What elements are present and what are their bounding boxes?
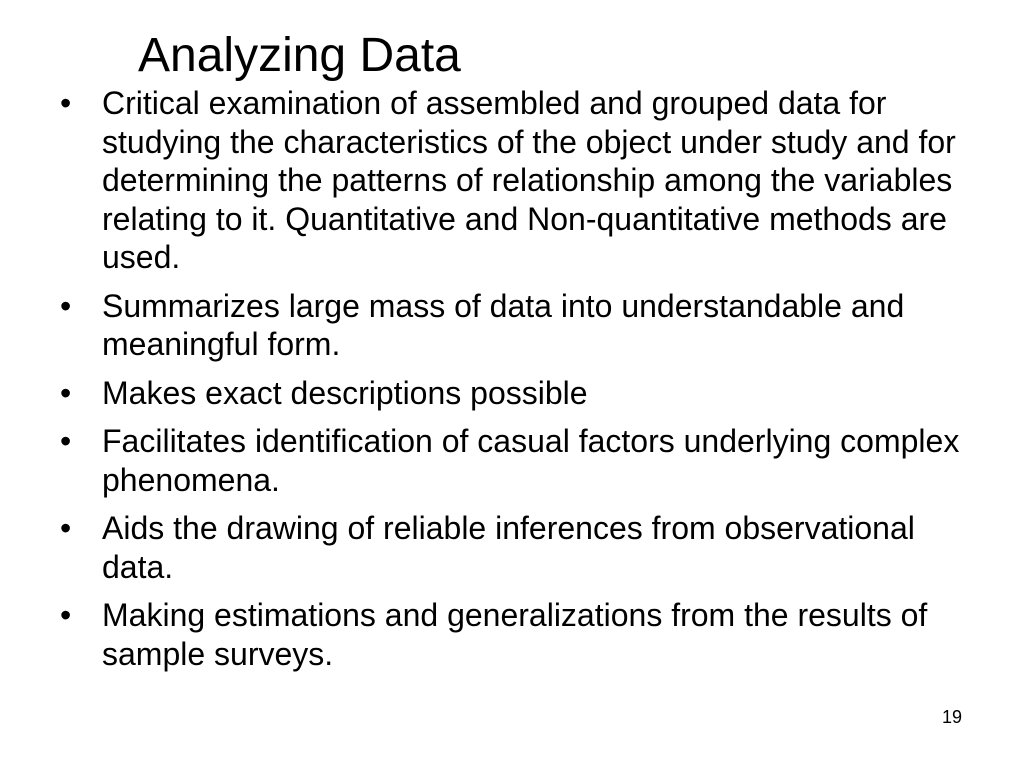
bullet-item <box>60 84 970 277</box>
bullet-item <box>60 422 970 499</box>
bullet-icon: • <box>60 374 72 411</box>
bullet-list <box>60 84 970 683</box>
bullet-text: Critical examination of assembled and grouped data for studying the characteristics of the object under study and for determining the patterns of relationship among the variables relating to it. Quantitative and Non-quantitative methods are used. <box>102 85 956 275</box>
bullet-icon: • <box>60 85 72 121</box>
bullet-item <box>60 509 970 586</box>
bullet-text: Makes exact descriptions possible <box>102 374 588 411</box>
bullet-text: Aids the drawing of reliable inferences from observational data. <box>102 510 915 585</box>
bullet-icon: • <box>60 597 72 633</box>
slide-title: Analyzing Data <box>138 29 461 82</box>
bullet-item <box>60 374 970 413</box>
bullet-icon: • <box>60 423 72 459</box>
bullet-icon: • <box>60 287 72 324</box>
bullet-text: Facilitates identification of casual factors underlying complex phenomena. <box>102 423 960 498</box>
bullet-text: Making estimations and generalizations from the results of sample surveys. <box>102 597 928 672</box>
bullet-item <box>60 287 970 364</box>
bullet-item <box>60 596 970 673</box>
bullet-text: Summarizes large mass of data into understandable and meaningful form. <box>102 287 905 362</box>
page-number: 19 <box>941 707 962 727</box>
bullet-icon: • <box>60 510 72 546</box>
